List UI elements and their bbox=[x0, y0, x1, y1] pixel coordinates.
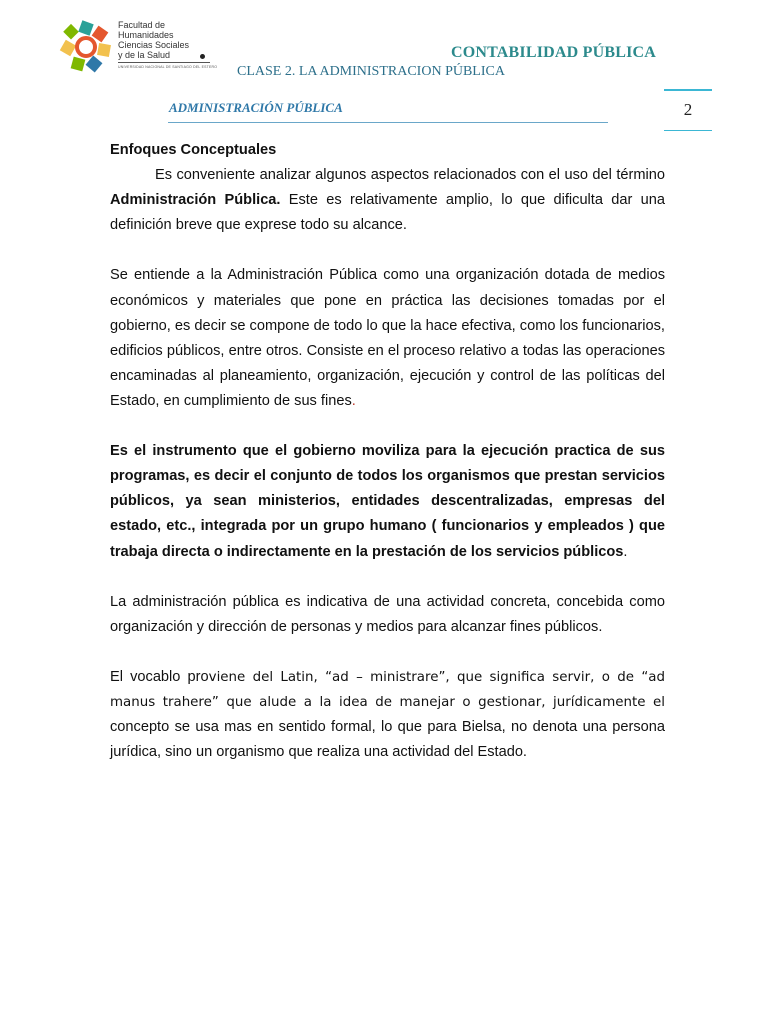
paragraph-3-bold: Es el instrumento que el gobierno moviliza para la ejecución practica de sus programas, es decir el conjunto de todos los organismos que prestan servicios públicos, ya sean ministerios, entidades descentralizadas, empresas del estado, etc., integrada por un grupo humano ( funcionarios y empleados ) que trabaja directa o indirectamente en la prestación de los servicios públicos bbox=[110, 443, 665, 560]
paragraph-1 bbox=[110, 163, 665, 238]
paragraph-5-text-b: concepto se usa mas en sentido formal, lo que para Bielsa, no denota una persona jurídica, sino un organismo que realiza una actividad del Estado. bbox=[110, 719, 665, 761]
class-title: CLASE 2. LA ADMINISTRACION PÚBLICA bbox=[237, 64, 505, 79]
paragraph-1-bold: Administración Pública. bbox=[110, 192, 281, 209]
paragraph-2 bbox=[110, 263, 665, 414]
page-number: 2 bbox=[683, 100, 693, 119]
paragraph-2-end: . bbox=[351, 392, 356, 409]
page-number-bottom-rule bbox=[664, 130, 712, 131]
paragraph-5-text-a: El vocablo pro bbox=[110, 668, 209, 685]
logo-university-text: UNIVERSIDAD NACIONAL DE SANTIAGO DEL ESTERO bbox=[118, 65, 218, 69]
body-heading: Enfoques Conceptuales bbox=[110, 142, 277, 158]
faculty-logo-icon bbox=[58, 20, 118, 78]
faculty-logo bbox=[58, 20, 218, 78]
section-divider bbox=[168, 122, 608, 123]
document-body bbox=[110, 138, 665, 765]
paragraph-5 bbox=[110, 665, 665, 765]
logo-divider bbox=[118, 62, 210, 63]
paragraph-1-text-a: Es conveniente analizar algunos aspectos relacionados con el uso del término bbox=[155, 167, 665, 184]
logo-dot bbox=[200, 54, 205, 59]
paragraph-1-text-b: Este es relativamente amplio, lo que dificulta dar una definición breve que exprese todo su alcance. bbox=[110, 192, 665, 234]
paragraph-3-end: . bbox=[623, 543, 628, 560]
paragraph-4: La administración pública es indicativa de una actividad concreta, concebida como organización y dirección de personas y medios para alcanzar fines públicos. bbox=[110, 593, 665, 635]
logo-text: Facultad de Humanidades Ciencias Sociales y de la Salud bbox=[118, 20, 190, 60]
page-number-top-rule bbox=[664, 89, 712, 91]
course-title: CONTABILIDAD PÚBLICA bbox=[450, 44, 656, 61]
paragraph-5-latin: viene del Latin, “ad – ministrare”, que significa servir, o de “ad manus trahere” que alude a la idea de manejar o gestionar, jurídicamente el bbox=[110, 669, 665, 711]
section-title: ADMINISTRACIÓN PÚBLICA bbox=[169, 100, 343, 115]
paragraph-2-text: Se entiende a la Administración Pública como una organización dotada de medios económicos y materiales que pone en práctica las decisiones tomadas por el gobierno, es decir se compone de todo lo que la hace efectiva, como los funcionarios, edificios públicos, entre otros. Consiste en el proceso relativo a todas las operaciones encaminadas al planeamiento, organización, ejecución y control de las políticas del Estado, en cumplimiento de sus fines bbox=[110, 267, 665, 409]
paragraph-3 bbox=[110, 439, 665, 564]
